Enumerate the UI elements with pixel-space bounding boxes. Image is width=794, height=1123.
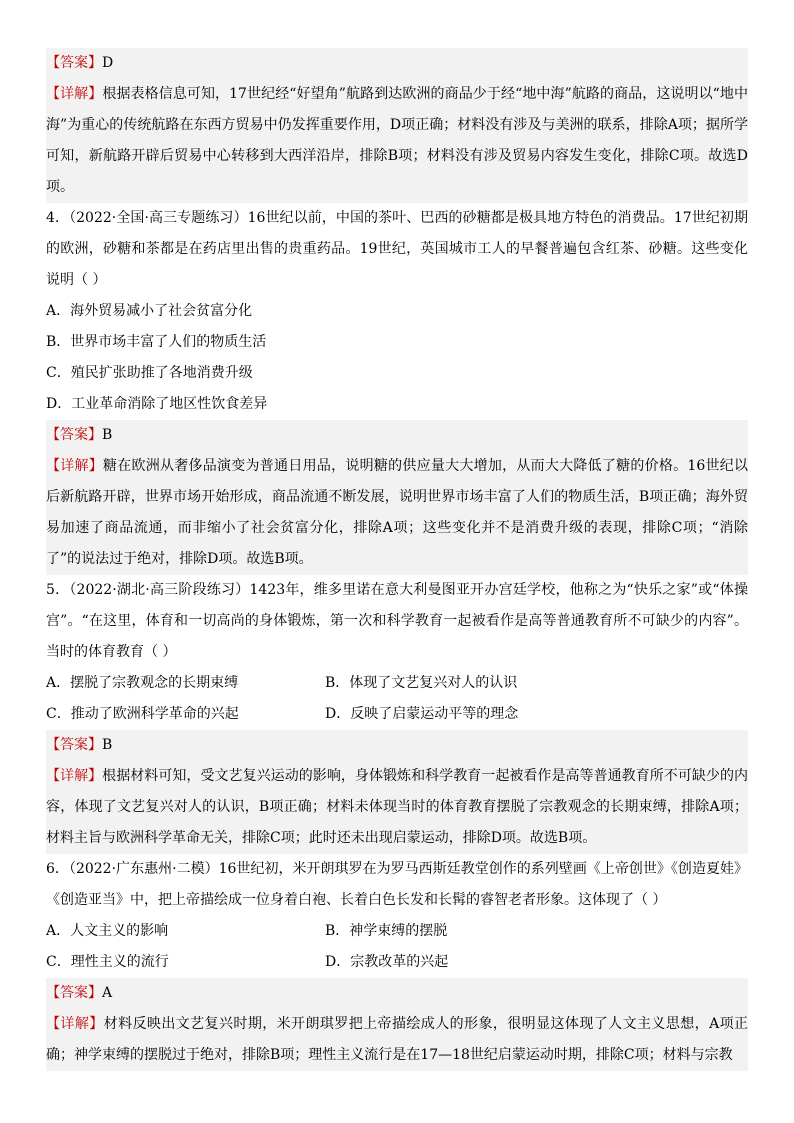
detail-text: 根据材料可知，受文艺复兴运动的影响，身体锻炼和科学教育一起被看作是高等普通教育所不可缺少的内容，体现了文艺复兴对人的认识，B项正确；材料未体现当时的体育教育摆脱了宗教观念的长期束缚，排除A项；材料主旨与欧洲科学革命无关，排除C项；此时还未出现启蒙运动，排除D项。故选B项。	[46, 768, 749, 846]
option-a: A．人文主义的影响	[46, 923, 169, 939]
answer-label: 【答案】	[46, 427, 102, 443]
answer-block-q5	[46, 730, 748, 854]
detail-label: 【详解】	[46, 768, 103, 784]
answer-value: D	[102, 55, 114, 71]
detail-text: 根据表格信息可知，17世纪经“好望角”航路到达欧洲的商品少于经“地中海”航路的商品，这说明以“地中海”为重心的传统航路在东西方贸易中仍发挥重要作用，D项正确；材料没有涉及与美洲的联系，排除A项；据所学可知，新航路开辟后贸易中心转移到大西洋沿岸，排除B项；材料没有涉及贸易内容发生变化，排除C项。故选D项。	[46, 86, 749, 195]
detail-label: 【详解】	[46, 458, 104, 474]
question-5	[46, 575, 748, 854]
answer-block-q6	[46, 978, 748, 1071]
option-d: D．反映了启蒙运动平等的理念	[325, 706, 519, 722]
answer-line	[46, 730, 748, 761]
detail-paragraph	[46, 761, 748, 854]
question-6	[46, 854, 748, 1071]
answer-label: 【答案】	[46, 737, 102, 753]
answer-value: A	[102, 985, 113, 1001]
answer-value: B	[102, 737, 113, 753]
options-grid	[46, 916, 748, 978]
detail-label: 【详解】	[46, 1016, 104, 1032]
question-stem: 6．（2022·广东惠州·二模）16世纪初，米开朗琪罗在为罗马西斯廷教堂创作的系列壁画《上帝创世》《创造夏娃》《创造亚当》中，把上帝描绘成一位身着白袍、长着白色长发和长髯的睿智老者形象。这体现了（ ）	[46, 861, 748, 908]
option-b: B．体现了文艺复兴对人的认识	[325, 675, 518, 691]
detail-label: 【详解】	[46, 86, 103, 102]
option-c: C．理性主义的流行	[46, 954, 169, 970]
question-4	[46, 203, 748, 575]
answer-block-q4	[46, 420, 748, 575]
answer-value: B	[102, 427, 113, 443]
option-d: D．工业革命消除了地区性饮食差异	[46, 396, 268, 412]
option-a: A．摆脱了宗教观念的长期束缚	[46, 675, 239, 691]
answer-label: 【答案】	[46, 985, 102, 1001]
detail-paragraph	[46, 1009, 748, 1071]
option-c: C．殖民扩张助推了各地消费升级	[46, 365, 253, 381]
answer-line	[46, 420, 748, 451]
question-stem: 4．（2022·全国·高三专题练习）16世纪以前，中国的茶叶、巴西的砂糖都是极具地方特色的消费品。17世纪初期的欧洲，砂糖和茶都是在药店里出售的贵重药品。19世纪，英国城市工人的早餐普遍包含红茶、砂糖。这些变化说明（ ）	[46, 210, 748, 288]
option-b: B．神学束缚的摆脱	[325, 923, 448, 939]
answer-line	[46, 48, 748, 79]
detail-paragraph	[46, 451, 748, 575]
options-list	[46, 296, 748, 420]
option-d: D．宗教改革的兴起	[325, 954, 449, 970]
detail-text: 糖在欧洲从奢侈品演变为普通日用品，说明糖的供应量大大增加，从而大大降低了糖的价格。16世纪以后新航路开辟，世界市场开始形成，商品流通不断发展，说明世界市场丰富了人们的物质生活，B项正确；海外贸易加速了商品流通，而非缩小了社会贫富分化，排除A项；这些变化并不是消费升级的表现，排除C项；“消除了”的说法过于绝对，排除D项。故选B项。	[46, 458, 748, 567]
options-grid	[46, 668, 748, 730]
question-stem: 5．（2022·湖北·高三阶段练习）1423年，维多里诺在意大利曼图亚开办宫廷学校，他称之为“快乐之家”或“体操宫”。“在这里，体育和一切高尚的身体锻炼，第一次和科学教育一起被看作是高等普通教育所不可缺少的内容”。当时的体育教育（ ）	[46, 582, 748, 660]
answer-label: 【答案】	[46, 55, 102, 71]
option-b: B．世界市场丰富了人们的物质生活	[46, 334, 267, 350]
option-a: A．海外贸易减小了社会贫富分化	[46, 303, 253, 319]
detail-paragraph	[46, 79, 748, 203]
option-c: C．推动了欧洲科学革命的兴起	[46, 706, 239, 722]
detail-text: 材料反映出文艺复兴时期，米开朗琪罗把上帝描绘成人的形象，很明显这体现了人文主义思想，A项正确；神学束缚的摆脱过于绝对，排除B项；理性主义流行是在17—18世纪启蒙运动时期，排除C项；材料与宗教	[46, 1016, 749, 1063]
answer-line	[46, 978, 748, 1009]
answer-block-q3	[46, 48, 748, 203]
